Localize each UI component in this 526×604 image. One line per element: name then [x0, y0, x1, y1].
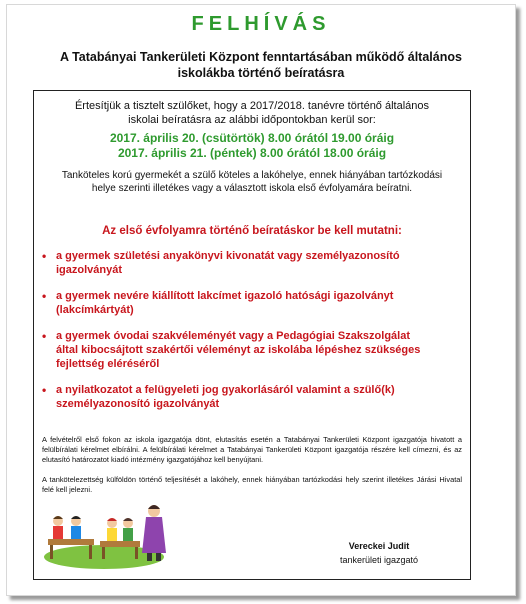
obligation-note: [42, 169, 462, 195]
requirement-line: a gyermek óvodai szakvéleményét vagy a Pedagógiai Szakszolgálat: [56, 330, 410, 342]
page-subtitle: [27, 49, 495, 81]
notice-sheet: [6, 4, 516, 596]
requirement-line: fejlettség eléréséről: [56, 358, 160, 370]
requirement-line: személyazonosító igazolványát: [56, 398, 220, 410]
abroad-fine-print: A tankötelezettség külföldön történő teljesítését a lakóhely, ennek hiányában tartózkodási hely szerint illetékes Járási Hivatal felé kell jelezni.: [42, 475, 462, 494]
intro-line: Értesítjük a tisztelt szülőket, hogy a 2017/2018. tanévre történő általános: [74, 100, 430, 112]
classroom-clipart-icon: [42, 501, 172, 571]
requirement-item: [40, 383, 464, 411]
requirement-line: által kibocsájtott szakértői véleményt az iskolába lépéshez szükséges: [56, 344, 421, 356]
signatory-name: Vereckei Judit: [348, 541, 410, 551]
date-line-1: 2017. április 20. (csütörtök) 8.00 órától 19.00 óráig: [109, 131, 395, 145]
requirement-item: [40, 249, 464, 277]
note-line: helye szerinti illetékes vagy a választott iskola első évfolyamára beíratni.: [91, 183, 413, 194]
bullet-icon: •: [42, 249, 47, 263]
requirements-list: [40, 249, 464, 423]
bullet-icon: •: [42, 329, 47, 343]
notice-frame: [33, 90, 471, 580]
page-title: FELHÍVÁS: [191, 13, 331, 35]
bullet-icon: •: [42, 383, 47, 397]
note-line: Tanköteles korú gyermekét a szülő köteles a lakóhelye, ennek hiányában tartózkodási: [61, 170, 443, 181]
requirement-line: a gyermek nevére kiállított lakcímet igazoló hatósági igazolványt: [56, 290, 394, 302]
signatory-role: tankerületi igazgató: [339, 555, 419, 565]
date-line-2: 2017. április 21. (péntek) 8.00 órától 18.00 óráig: [117, 146, 387, 160]
appeal-fine-print: A felvételről első fokon az iskola igazgatója dönt, elutasítás esetén a Tatabányai Tankerületi Központ igazgatója hivatott a felülbírálati kérelmet elbírálni. A felülbírálati kérelmet a Tatabányai Tankerületi Központ igazgatója részére kell címezni, és az elutasító határozatot kiadó intézmény igazgatójához kell benyújtani.: [42, 435, 462, 464]
requirements-heading: Az első évfolyamra történő beíratáskor be kell mutatni:: [102, 225, 402, 237]
requirement-item: [40, 289, 464, 317]
requirement-line: a gyermek születési anyakönyvi kivonatát vagy személyazonosító: [56, 250, 400, 262]
subtitle-line: iskolákba történő beíratásra: [177, 66, 345, 80]
requirement-item: [40, 329, 464, 371]
subtitle-line: A Tatabányai Tankerületi Központ fenntartásában működő általános: [60, 50, 462, 64]
intro-line: iskolai beíratásra az alábbi időpontokban kerül sor:: [128, 114, 376, 126]
bullet-icon: •: [42, 289, 47, 303]
requirement-line: (lakcímkártyát): [56, 304, 134, 316]
requirement-line: igazolványát: [56, 264, 123, 276]
signature-block: [304, 539, 454, 567]
enrollment-dates: [42, 131, 462, 161]
requirement-line: a nyilatkozatot a felügyeleti jog gyakorlásáról valamint a szülő(k): [56, 384, 395, 396]
intro-text: [42, 99, 462, 127]
